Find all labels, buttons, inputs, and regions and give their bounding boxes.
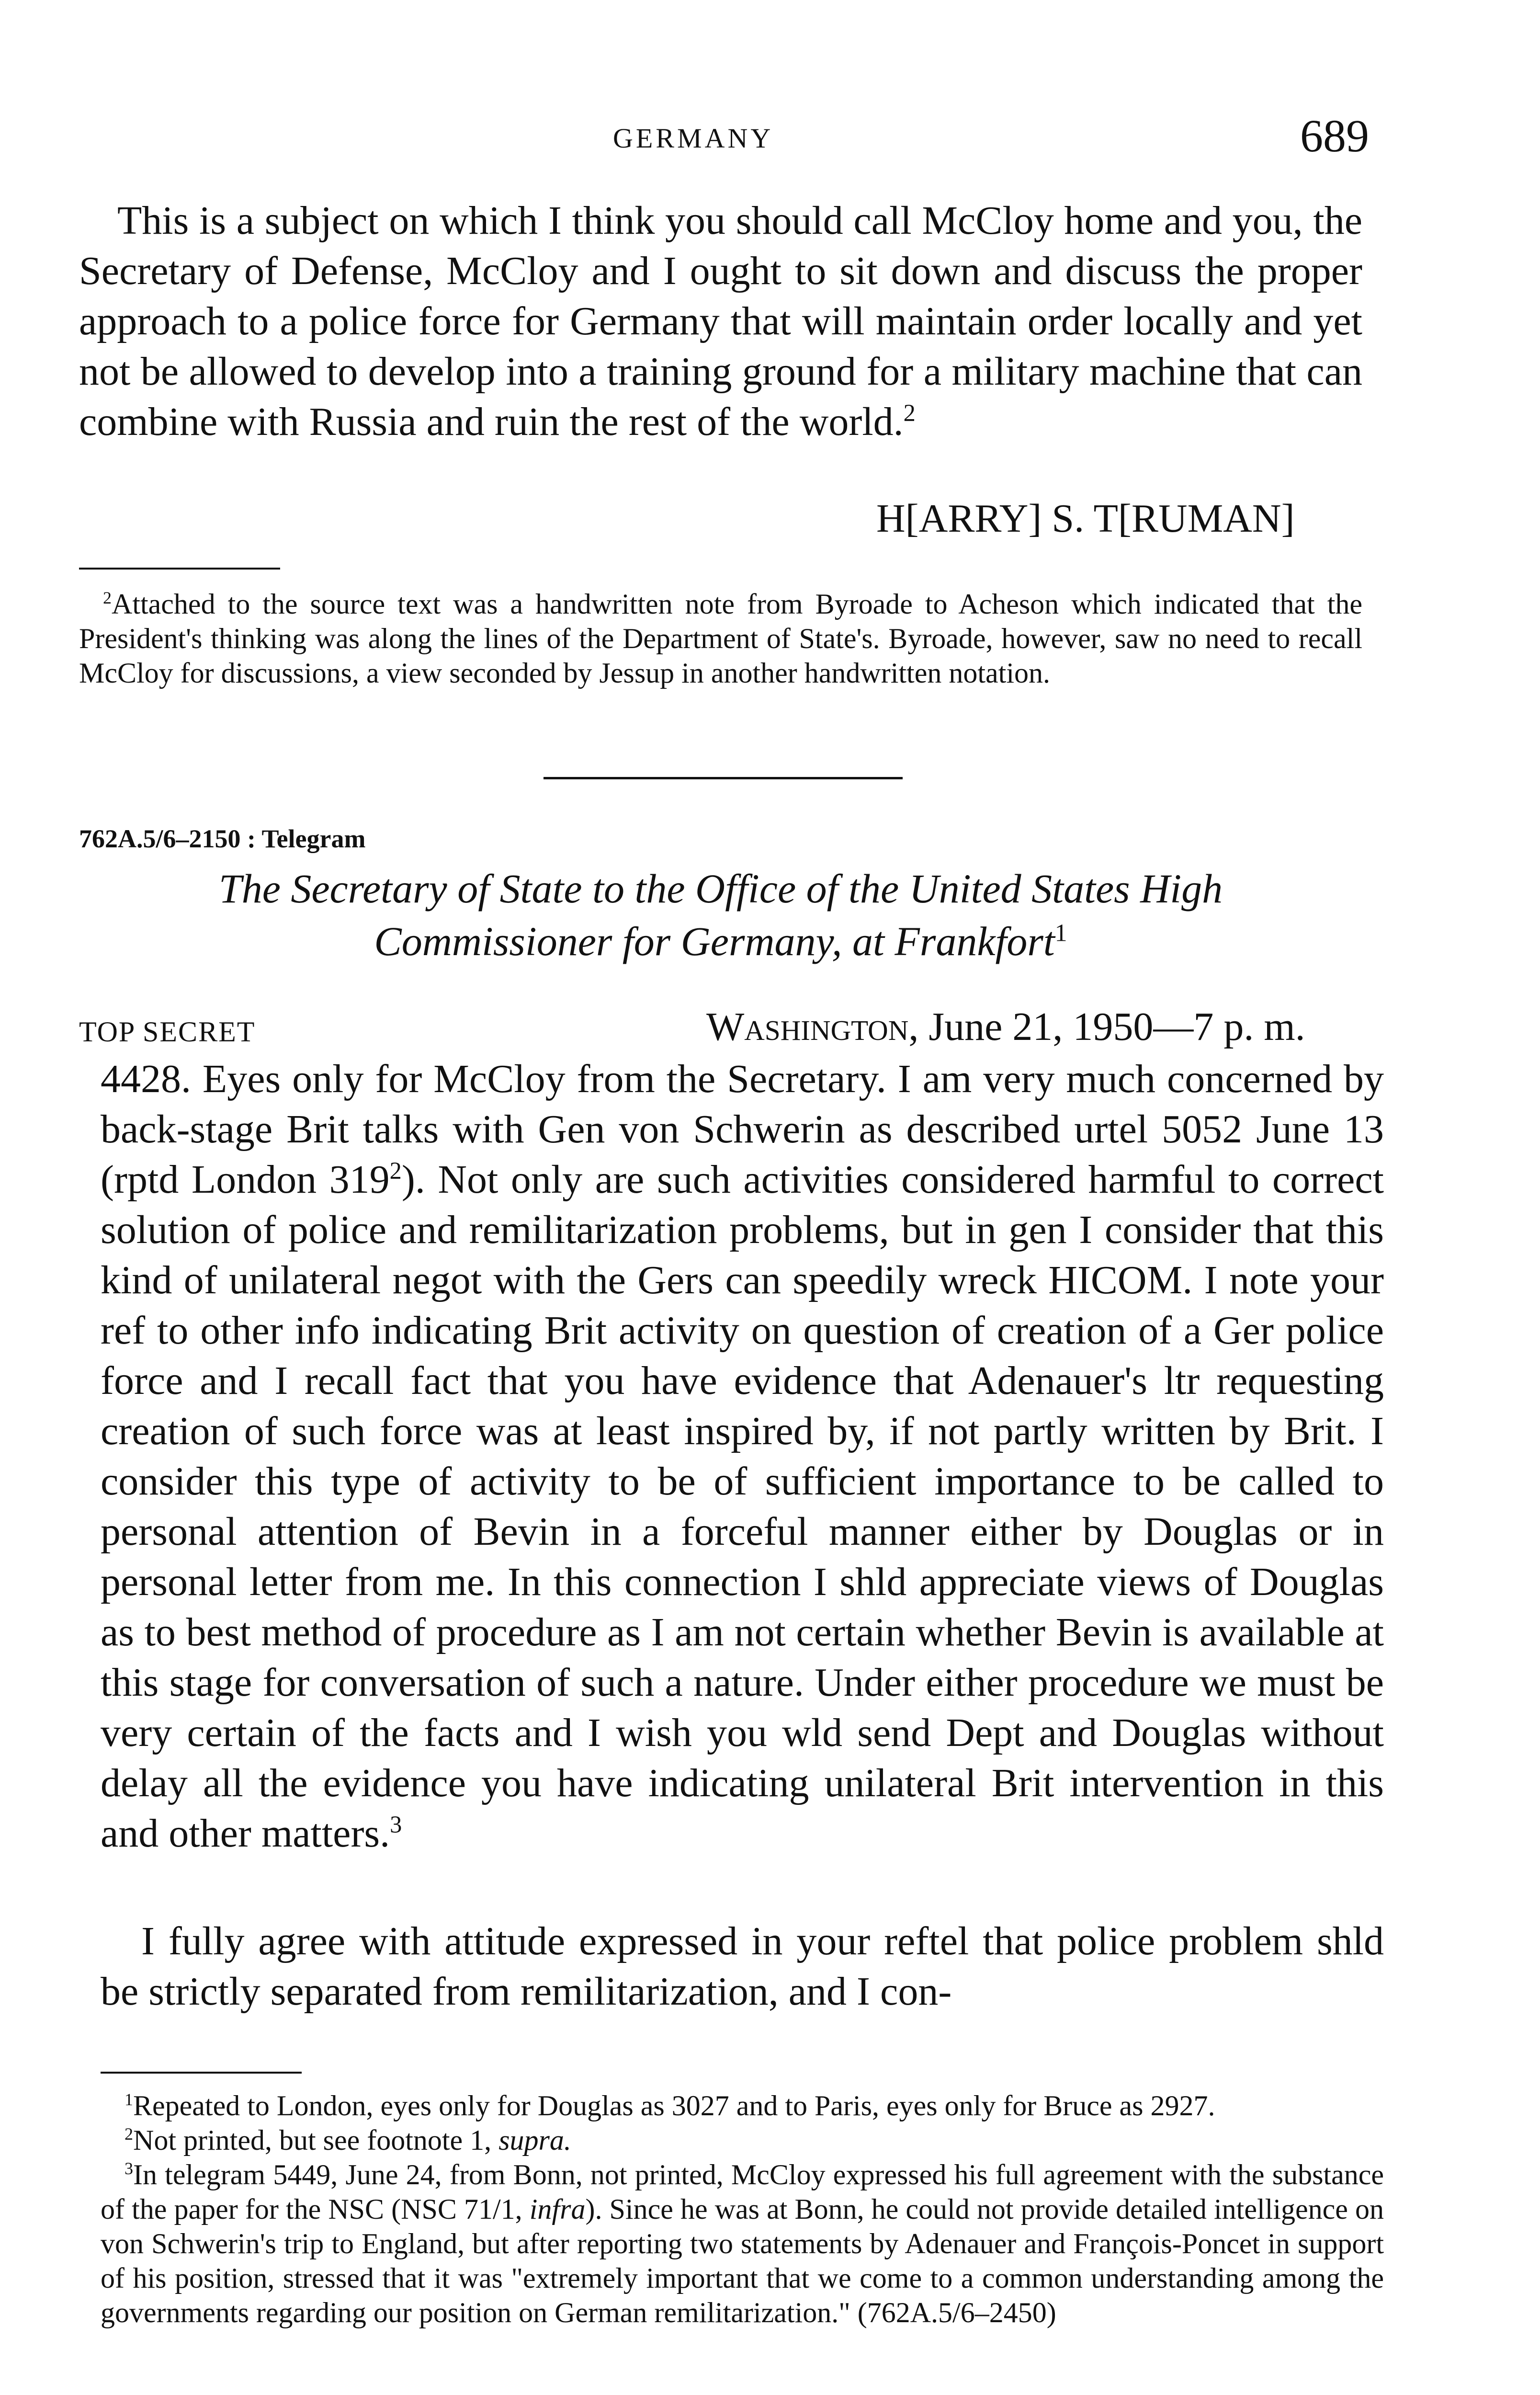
running-header: GERMANY [613, 123, 774, 154]
telegram-paragraph-2: I fully agree with attitude expressed in your reftel that police problem shld be strictly separated from remilitarization, and I con- [101, 1919, 1384, 2014]
title-footnote-marker: 1 [1054, 919, 1067, 947]
signature-last-name: RUMAN [1131, 496, 1281, 541]
footnote-text: In telegram 5449, June 24, from Bonn, not printed, McCloy expressed his full agreement with the substance of the paper for the NSC (NSC 71/1, [101, 2159, 1384, 2225]
footnote-italic: infra [529, 2193, 586, 2225]
footnote-1 [101, 2088, 1384, 2123]
signature-first-name: ARRY [918, 496, 1029, 541]
footnote-text: ). Since he was at Bonn, he could not provide detailed intelligence on von Schwerin's trip to England, but after reporting two statements by Adenauer and François-Poncet in support of his position, stressed that it was "extremely important that we come to a common understanding among the governments regarding our position on German remilitarization." (762A.5/6–2450) [101, 2193, 1384, 2328]
footnote-2 [101, 2123, 1384, 2157]
footnotes-bottom [101, 2088, 1384, 2330]
dateline [706, 1004, 1305, 1050]
signature: H[ARRY] S. T[RUMAN] [876, 496, 1295, 541]
section-divider [544, 777, 903, 779]
footnote-marker: 3 [390, 1811, 402, 1838]
footnote-rule [101, 2072, 302, 2074]
title-line-2: Commissioner for Germany, at Frankfort [374, 918, 1055, 964]
document-title [79, 862, 1362, 968]
paragraph-text: 4428. Eyes only for McCloy from the Secretary. I am very much concerned by back-stage Brit talks with Gen von Schwerin as described urtel 5052 June 13 (rptd London 319 [101, 1057, 1384, 1202]
footnote-rule [79, 568, 280, 570]
footnote-text: Repeated to London, eyes only for Douglas as 3027 and to Paris, eyes only for Bruce as 2927. [133, 2090, 1215, 2121]
paragraph-text: ). Not only are such activities considered harmful to correct solution of police and remilitarization problems, but in gen I consider that this kind of unilateral negot with the Gers can speedily wreck HICOM. I note your ref to other info indicating Brit activity on question of creation of a Ger police force and I recall fact that you have evidence that Adenauer's ltr requesting creation of such force was at least inspired by, if not partly written by Brit. I consider this type of activity to be of sufficient importance to be called to personal attention of Bevin in a forceful manner either by Douglas or in personal letter from me. In this connection I shld appreciate views of Douglas as to best method of procedure as I am not certain whether Bevin is available at this stage for conversation of such a nature. Under either procedure we must be very certain of the facts and I wish you wld send Dept and Douglas without delay all the evidence you have indicating unilateral Brit intervention in this and other matters. [101, 1157, 1384, 1856]
footnote-text: Attached to the source text was a handwritten note from Byroade to Acheson which indicated that the President's thinking was along the lines of the Department of State's. Byroade, however, saw no need to recall McCloy for discussions, a view seconded by Jessup in another handwritten notation. [79, 588, 1362, 689]
dateline-date: , June 21, 1950—7 p. m. [908, 1004, 1305, 1049]
footnote-number: 3 [125, 2159, 133, 2178]
continuation-paragraph [79, 195, 1362, 447]
footnote-italic: supra. [498, 2124, 571, 2156]
footnote-number: 1 [125, 2090, 133, 2109]
dateline-place: Washington [706, 1004, 909, 1049]
footnote-top [79, 587, 1362, 690]
footnote-text: Not printed, but see footnote 1, [133, 2124, 499, 2156]
document-reference: 762A.5/6–2150 : Telegram [79, 824, 366, 853]
footnote-marker: 2 [389, 1157, 402, 1184]
continuation-text: This is a subject on which I think you should call McCloy home and you, the Secretary of Defense, McCloy and I ought to sit down and discuss the proper approach to a police force for Germany that will maintain order locally and yet not be allowed to develop into a training ground for a military machine that can combine with Russia and ruin the rest of the world. [79, 198, 1362, 444]
page-number: 689 [1300, 110, 1369, 161]
title-line-1: The Secretary of State to the Office of the United States High [218, 866, 1223, 912]
classification: TOP SECRET [79, 1016, 256, 1048]
footnote-marker: 2 [903, 399, 916, 426]
signature-initial: H [876, 496, 906, 541]
signature-initials: S. T [1052, 496, 1118, 541]
footnote-3 [101, 2157, 1384, 2330]
footnote-number: 2 [103, 588, 112, 607]
footnote-number: 2 [125, 2124, 133, 2144]
telegram-paragraph-1 [101, 1054, 1384, 1859]
